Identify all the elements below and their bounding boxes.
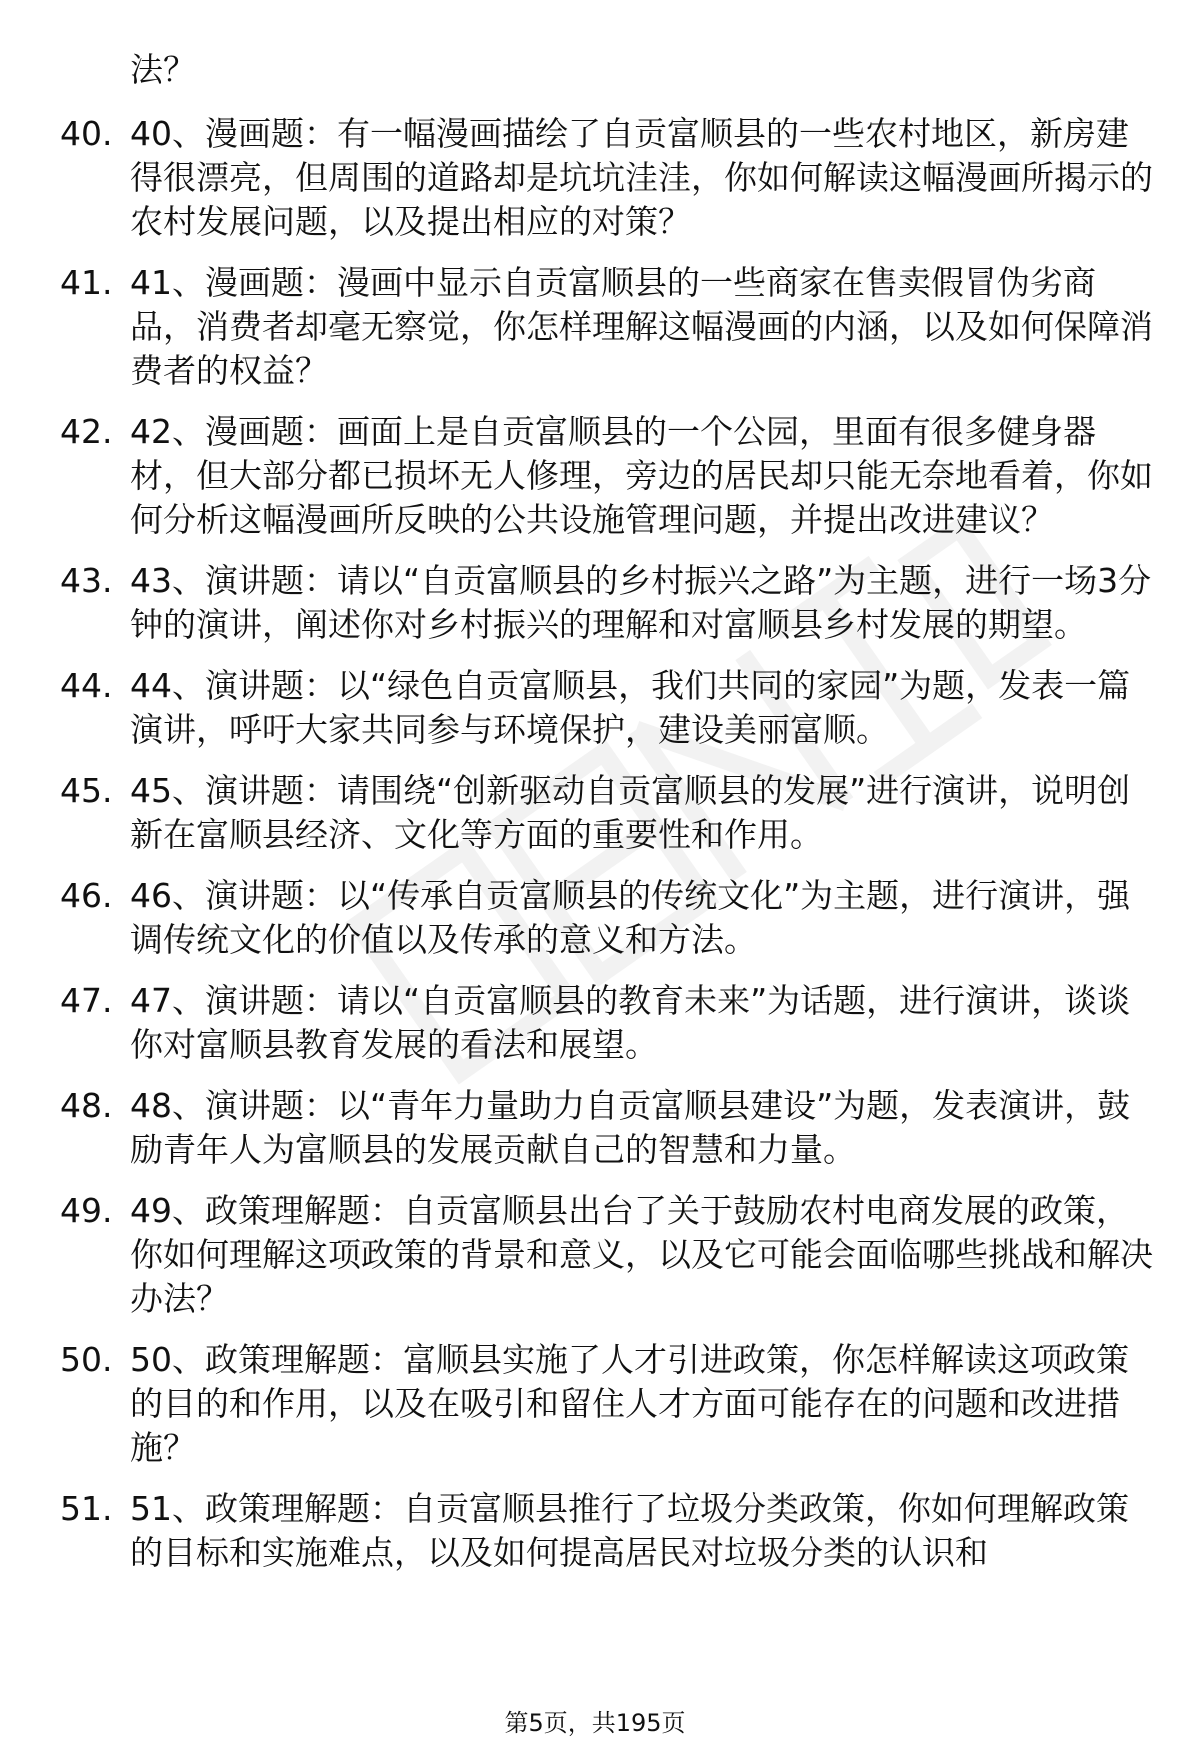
question-number: 47.	[60, 981, 113, 1020]
list-item	[60, 261, 1160, 393]
question-text: 42、漫画题：画面上是自贡富顺县的一个公园，里面有很多健身器材，但大部分都已损坏无人修理，旁边的居民却只能无奈地看着，你如何分析这幅漫画所反映的公共设施管理问题，并提出改进建议？	[130, 412, 1153, 539]
question-number: 51.	[60, 1489, 113, 1528]
question-text: 47、演讲题：请以“自贡富顺县的教育未来”为话题，进行演讲，谈谈你对富顺县教育发展的看法和展望。	[130, 981, 1131, 1064]
question-text: 46、演讲题：以“传承自贡富顺县的传统文化”为主题，进行演讲，强调传统文化的价值以及传承的意义和方法。	[130, 876, 1131, 959]
question-text: 43、演讲题：请以“自贡富顺县的乡村振兴之路”为主题，进行一场3分钟的演讲，阐述你对乡村振兴的理解和对富顺县乡村发展的期望。	[130, 561, 1152, 644]
question-text: 48、演讲题：以“青年力量助力自贡富顺县建设”为题，发表演讲，鼓励青年人为富顺县的发展贡献自己的智慧和力量。	[130, 1086, 1131, 1169]
question-text: 49、政策理解题：自贡富顺县出台了关于鼓励农村电商发展的政策，你如何理解这项政策的背景和意义，以及它可能会面临哪些挑战和解决办法？	[130, 1191, 1153, 1318]
question-number: 42.	[60, 412, 113, 451]
list-item	[60, 559, 1160, 647]
question-text: 40、漫画题：有一幅漫画描绘了自贡富顺县的一些农村地区，新房建得很漂亮，但周围的道路却是坑坑洼洼，你如何解读这幅漫画所揭示的农村发展问题，以及提出相应的对策？	[130, 114, 1153, 241]
page-footer: 第5页，共195页	[504, 1709, 686, 1737]
list-item	[60, 664, 1160, 752]
question-text: 50、政策理解题：富顺县实施了人才引进政策，你怎样解读这项政策的目的和作用，以及在吸引和留住人才方面可能存在的问题和改进措施？	[130, 1340, 1129, 1467]
question-number: 45.	[60, 771, 113, 810]
question-number: 43.	[60, 561, 113, 600]
question-text: 45、演讲题：请围绕“创新驱动自贡富顺县的发展”进行演讲，说明创新在富顺县经济、文化等方面的重要性和作用。	[130, 771, 1131, 854]
question-number: 44.	[60, 666, 113, 705]
list-item	[60, 410, 1160, 542]
question-text: 44、演讲题：以“绿色自贡富顺县，我们共同的家园”为题，发表一篇演讲，呼吁大家共同参与环境保护，建设美丽富顺。	[130, 666, 1131, 749]
list-item	[60, 112, 1160, 244]
question-number: 46.	[60, 876, 113, 915]
question-number: 48.	[60, 1086, 113, 1125]
list-item	[60, 1189, 1160, 1321]
question-number: 50.	[60, 1340, 113, 1379]
list-item	[60, 979, 1160, 1067]
list-item	[60, 769, 1160, 857]
question-number: 41.	[60, 263, 113, 302]
question-number: 40.	[60, 114, 113, 153]
list-item	[60, 874, 1160, 962]
continuation-text: 法？	[130, 50, 196, 89]
question-list	[60, 112, 1160, 1592]
list-item	[60, 1084, 1160, 1172]
question-text: 51、政策理解题：自贡富顺县推行了垃圾分类政策，你如何理解政策的目标和实施难点，以及如何提高居民对垃圾分类的认识和	[130, 1489, 1129, 1572]
question-number: 49.	[60, 1191, 113, 1230]
question-text: 41、漫画题：漫画中显示自贡富顺县的一些商家在售卖假冒伪劣商品，消费者却毫无察觉，你怎样理解这幅漫画的内涵，以及如何保障消费者的权益？	[130, 263, 1153, 390]
list-item	[60, 1487, 1160, 1575]
list-item	[60, 1338, 1160, 1470]
